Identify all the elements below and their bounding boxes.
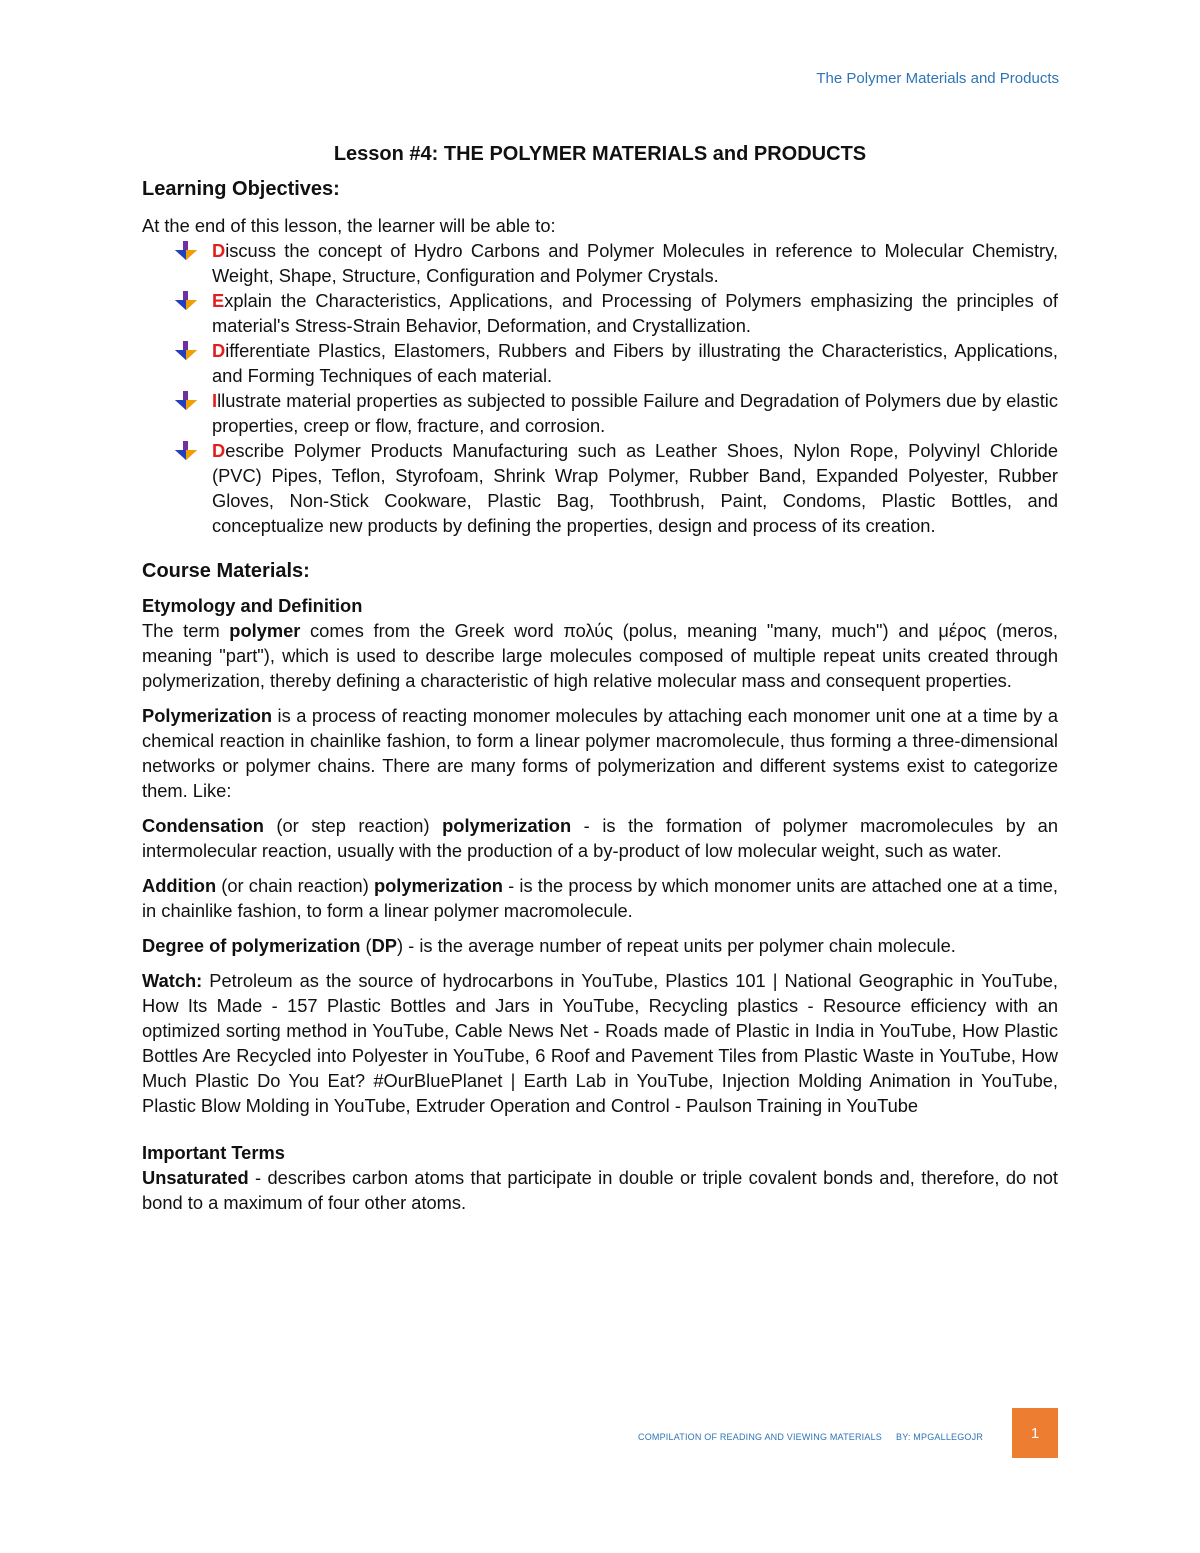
watch-label: Watch: <box>142 970 203 991</box>
important-terms-heading: Important Terms <box>142 1142 285 1163</box>
objective-item <box>142 238 1058 288</box>
objectives-intro: At the end of this lesson, the learner will be able to: <box>142 215 556 236</box>
term-polymerization: Polymerization <box>142 705 273 726</box>
term-polymerization: polymerization <box>373 875 503 896</box>
objective-item <box>142 338 1058 388</box>
etymology-paragraph <box>142 618 1058 693</box>
lesson-title: Lesson #4: THE POLYMER MATERIALS and PRODUCTS <box>333 143 867 165</box>
text-run: ) - is the average number of repeat units per polymer chain molecule. <box>396 935 956 956</box>
text-run: is a process of reacting monomer molecules by attaching each monomer unit one at a time by a chemical reaction in chainlike fashion, to form a linear polymer macromolecule, thus forming a three-dimensional networks or polymer chains. There are many forms of polymerization and different systems exist to categorize them. Like: <box>142 705 1058 801</box>
degree-paragraph <box>142 933 1058 958</box>
page-footer <box>638 1432 983 1442</box>
objective-text: xplain the Characteristics, Applications, and Processing of Polymers emphasizing the principles of material's Stress-Strain Behavior, Deformation, and Crystallization. <box>212 290 1058 336</box>
arrow-down-bullet-icon <box>175 241 197 261</box>
term-addition: Addition <box>142 875 217 896</box>
condensation-paragraph <box>142 813 1058 863</box>
objective-initial: D <box>212 440 226 461</box>
term-polymerization: polymerization <box>442 815 572 836</box>
objective-initial: D <box>212 240 226 261</box>
objective-initial: D <box>212 340 226 361</box>
term-polymer: polymer <box>229 620 301 641</box>
arrow-down-bullet-icon <box>175 391 197 411</box>
text-run: comes from the Greek word πολύς (polus, meaning "many, much") and μέρος (meros, meaning "part"), which is used to describe large molecules composed of multiple repeat units created through polymerization, thereby defining a characteristic of high relative molecular mass and consequent properties. <box>142 620 1058 691</box>
etymology-heading: Etymology and Definition <box>142 595 363 616</box>
term-unsaturated: Unsaturated <box>142 1167 249 1188</box>
arrow-down-bullet-icon <box>175 441 197 461</box>
objective-item <box>142 388 1058 438</box>
objective-text: escribe Polymer Products Manufacturing such as Leather Shoes, Nylon Rope, Polyvinyl Chloride (PVC) Pipes, Teflon, Styrofoam, Shrink Wrap Polymer, Rubber Band, Expanded Polyester, Rubber Gloves, Non-Stick Cookware, Plastic Bag, Toothbrush, Paint, Condoms, Plastic Bottles, and conceptualize new products by defining the properties, design and process of its creation. <box>212 440 1058 536</box>
text-run: - is the process by which monomer units are attached one at a time, in chainlike fashion, to form a linear polymer macromolecule. <box>142 875 1058 921</box>
objective-initial: E <box>212 290 225 311</box>
footer-compilation-label: COMPILATION OF READING AND VIEWING MATERIALS <box>638 1432 882 1442</box>
objective-text: ifferentiate Plastics, Elastomers, Rubbers and Fibers by illustrating the Characteristics, Applications, and Forming Techniques of each material. <box>212 340 1058 386</box>
objective-item <box>142 438 1058 538</box>
page-number: 1 <box>1030 1424 1040 1442</box>
objective-initial: I <box>212 390 218 411</box>
term-condensation: Condensation <box>142 815 264 836</box>
text-run: - is the formation of polymer macromolecules by an intermolecular reaction, usually with the production of a by-product of low molecular weight, such as water. <box>142 815 1058 861</box>
arrow-down-bullet-icon <box>175 341 197 361</box>
term-dp: DP <box>371 935 397 956</box>
running-header: The Polymer Materials and Products <box>816 70 1059 87</box>
text-run: - describes carbon atoms that participate in double or triple covalent bonds and, therefore, do not bond to a maximum of four other atoms. <box>142 1167 1058 1213</box>
addition-paragraph <box>142 873 1058 923</box>
term-degree-of-polymerization: Degree of polymerization <box>142 935 361 956</box>
page-body <box>142 143 1058 1225</box>
page-number-badge <box>1012 1408 1058 1458</box>
objectives-list <box>142 238 1058 538</box>
objective-item <box>142 288 1058 338</box>
arrow-down-bullet-icon <box>175 291 197 311</box>
course-materials-heading: Course Materials: <box>142 560 310 582</box>
text-run: (or step reaction) <box>263 815 443 836</box>
text-run: ( <box>360 935 372 956</box>
objective-text: llustrate material properties as subjected to possible Failure and Degradation of Polymers due by elastic properties, creep or flow, fracture, and corrosion. <box>212 390 1058 436</box>
footer-author: BY: MPGALLEGOJR <box>896 1432 984 1442</box>
objective-text: iscuss the concept of Hydro Carbons and Polymer Molecules in reference to Molecular Chemistry, Weight, Shape, Structure, Configuration and Polymer Crystals. <box>212 240 1058 286</box>
watch-paragraph <box>142 968 1058 1118</box>
learning-objectives-heading: Learning Objectives: <box>142 178 340 200</box>
text-run: (or chain reaction) <box>216 875 374 896</box>
polymerization-paragraph <box>142 703 1058 803</box>
watch-list-text: Petroleum as the source of hydrocarbons in YouTube, Plastics 101 | National Geographic in YouTube, How Its Made - 157 Plastic Bottles and Jars in YouTube, Recycling plastics - Resource efficiency with an optimized sorting method in YouTube, Cable News Net - Roads made of Plastic in India in YouTube, How Plastic Bottles Are Recycled into Polyester in YouTube, 6 Roof and Pavement Tiles from Plastic Waste in YouTube, How Much Plastic Do You Eat? #OurBluePlanet | Earth Lab in YouTube, Injection Molding Animation in YouTube, Plastic Blow Molding in YouTube, Extruder Operation and Control - Paulson Training in YouTube <box>142 970 1058 1116</box>
unsaturated-paragraph <box>142 1165 1058 1215</box>
text-run: The term <box>142 620 230 641</box>
